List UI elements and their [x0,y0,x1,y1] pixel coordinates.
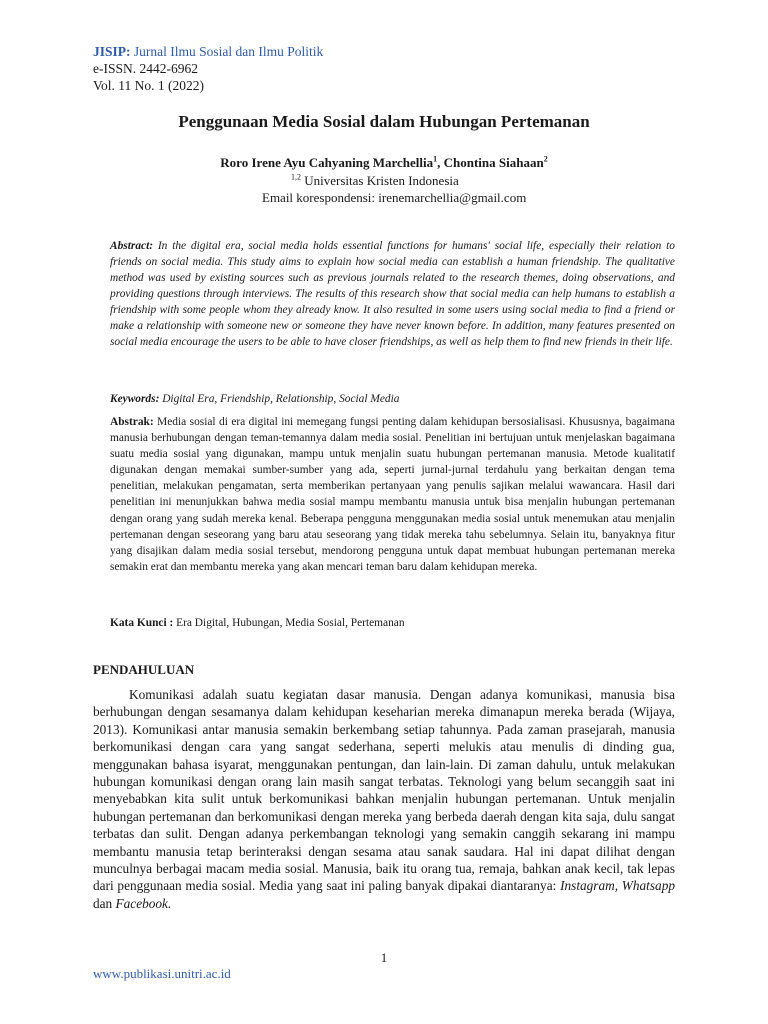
section-heading: PENDAHULUAN [93,662,195,677]
app-names-1: Instagram, Whatsapp [560,878,675,894]
affiliation [291,173,459,189]
abstract-en-text: In the digital era, social media holds essential functions for humans' social life, especially their relation to friends on social media. This study aims to explain how social media can establish a human friendship. The qualitative method was used by existing sources such as previous journals related to the research themes, doing observations, and providing questions through interviews. The results of this research show that social media can help humans to establish a friendship with some people whom they already know. It also resulted in some users using social media to find a friend or make a relationship with someone new or someone they have never known before. In addition, many features presented on social media encourage the users to be able to have closer friendships, as well as help them to find new friends in their life. [110,240,675,348]
author-separator: , [437,155,444,170]
keywords-indonesian [110,615,675,631]
abstract-en-label: Abstract: [110,240,154,252]
journal-header [93,43,323,94]
affiliation-sup: 1,2 [291,172,301,182]
app-names-2: Facebook. [115,895,172,911]
abstract-english [110,238,675,350]
conjunction: dan [93,895,116,911]
author-2-sup: 2 [543,154,548,164]
intro-text: Komunikasi adalah suatu kegiatan dasar manusia. Dengan adanya komunikasi, manusia bisa berhubungan dengan sesamanya dalam kehidupan keseharian mereka dimanapun mereka berada (Wijaya, 2013). Komunikasi antar manusia semakin berkembang setiap tahunnya. Pada zaman prasejarah, manusia berkomunikasi dengan cara yang sangat sederhana, seperti melukis atau menulis di dinding gua, menggunakan bahasa isyarat, menggunakan pentungan, dan lain-lain. Di zaman dahulu, untuk melakukan hubungan komunikasi dengan orang lain masih sangat terbatas. Teknologi yang belum secanggih saat ini menyebabkan kita sulit untuk berkomunikasi bahkan menjalin hubungan pertemanan. Untuk menjalin hubungan pertemanan dan berkomunikasi dengan mereka yang berbeda daerah dengan kita saja, dulu sangat terbatas dan sulit. Dengan adanya perkembangan teknologi yang semakin canggih sekarang ini mampu membantu manusia tetap berinteraksi dengan sesama atau sanak saudara. Hal ini dapat dilihat dengan munculnya berbagai macam media sosial. Manusia, baik itu orang tua, remaja, bahkan anak kecil, tak lepas dari penggunaan media sosial. Media yang saat ini paling banyak dipakai diantaranya: [93,687,675,894]
volume: Vol. 11 No. 1 (2022) [93,78,204,93]
journal-name [93,43,323,60]
footer-url[interactable]: www.publikasi.unitri.ac.id [93,966,231,981]
affiliation-name: Universitas Kristen Indonesia [301,173,459,188]
author-1-sup: 1 [433,154,438,164]
journal-full-name: Jurnal Ilmu Sosial dan Ilmu Politik [130,44,324,59]
correspondence-email: Email korespondensi: irenemarchellia@gmail.com [262,190,527,205]
issn: e-ISSN. 2442-6962 [93,61,198,76]
abstract-indonesian [110,414,675,575]
journal-abbr: JISIP: [93,44,131,59]
keywords-english [110,391,675,407]
keywords-en-label: Keywords: [110,393,160,405]
keywords-id-label: Kata Kunci : [110,617,174,629]
intro-paragraph [93,686,675,912]
author-1: Roro Irene Ayu Cahyaning Marchellia [220,155,434,170]
paper-title: Penggunaan Media Sosial dalam Hubungan Pertemanan [178,112,590,131]
authors [0,155,768,171]
page-number: 1 [380,950,388,965]
abstract-id-label: Abstrak: [110,416,154,428]
keywords-en-text: Digital Era, Friendship, Relationship, Social Media [159,393,400,405]
abstract-id-text: Media sosial di era digital ini memegang fungsi penting dalam kehidupan bersosialisasi. Khususnya, bagaimana manusia berhubungan dengan teman-temannya dalam media sosial. Penelitian ini bertujuan untuk menjelaskan bagaimana suatu media sosial yang digunakan, mampu untuk menjalin suatu hubungan pertemanan manusia. Metode kualitatif digunakan dengan memakai sumber-sumber yang ada, seperti jurnal-jurnal terdahulu yang berkaitan dengan tema penelitian, melakukan pengamatan, serta memberikan pertanyaan yang penulis sajikan melalui wawancara. Hasil dari penelitian ini menunjukkan bahwa media sosial mampu membantu manusia untuk bisa menjalin hubungan pertemanan dengan orang yang sudah mereka kenal. Beberapa pengguna menggunakan media sosial untuk menemukan atau menjalin pertemanan dengan seseorang yang baru atau seseorang yang tidak mereka tahu sebelumnya. Selain itu, banyaknya fitur yang disajikan dalam media sosial tersebut, mendorong pengguna untuk dapat membuat hubungan pertemanan mereka semakin erat dan membantu mereka yang akan mencari teman baru dalam kehidupan mereka. [110,416,675,573]
keywords-id-text: Era Digital, Hubungan, Media Sosial, Pertemanan [173,617,405,629]
author-2: Chontina Siahaan [443,155,544,170]
